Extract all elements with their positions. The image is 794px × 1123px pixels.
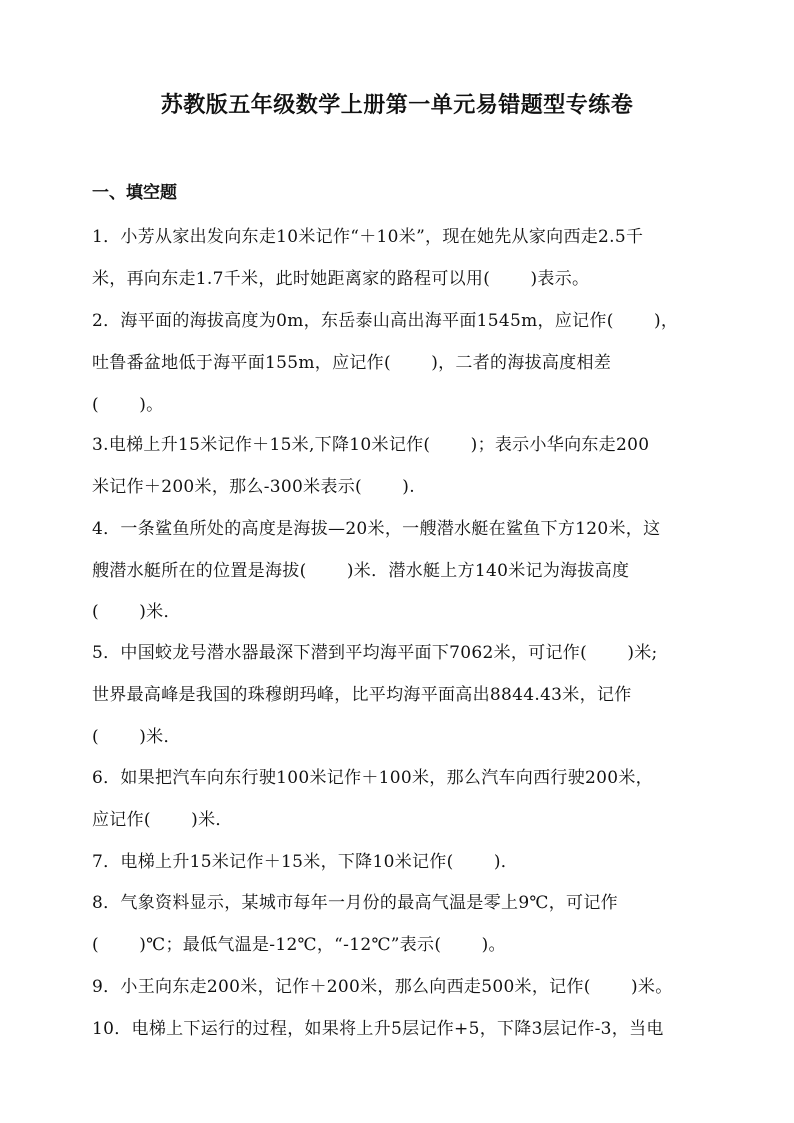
section-heading: 一、填空题 (92, 183, 177, 203)
question-line: 5．中国蛟龙号潜水器最深下潜到平均海平面下7062米，可记作( )米; (92, 643, 658, 663)
question-line: 4．一条鲨鱼所处的高度是海拔—20米，一艘潜水艇在鲨鱼下方120米，这 (92, 519, 661, 539)
question-line: 艘潜水艇所在的位置是海拔( )米．潜水艇上方140米记为海拔高度 (92, 561, 630, 581)
question-line: ( )米． (92, 727, 181, 747)
question-line: 3.电梯上升15米记作＋15米,下降10米记作( )；表示小华向东走200 (92, 435, 650, 455)
question-line: ( )米． (92, 602, 181, 622)
question-line: 世界最高峰是我国的珠穆朗玛峰，比平均海平面高出8844.43米，记作 (92, 685, 632, 705)
question-line: 7．电梯上升15米记作＋15米，下降10米记作( )． (92, 852, 519, 872)
question-line: 8．气象资料显示，某城市每年一月份的最高气温是零上9℃，可记作 (92, 893, 618, 913)
question-line: 10．电梯上下运行的过程，如果将上升5层记作+5，下降3层记作-3，当电 (92, 1019, 664, 1039)
question-line: ( )℃；最低气温是-12℃，“-12℃”表示( )。 (92, 935, 506, 955)
question-line: 米记作＋200米，那么-300米表示( ). (92, 477, 415, 497)
question-line: 2．海平面的海拔高度为0m，东岳泰山高出海平面1545m，应记作( )， (92, 311, 679, 331)
question-line: 吐鲁番盆地低于海平面155m，应记作( )，二者的海拔高度相差 (92, 353, 612, 373)
question-line: 1．小芳从家出发向东走10米记作“＋10米”，现在她先从家向西走2.5千 (92, 227, 644, 247)
question-line: 9．小王向东走200米，记作＋200米，那么向西走500米，记作( )米。 (92, 977, 673, 997)
question-line: 应记作( )米． (92, 810, 233, 830)
page-title: 苏教版五年级数学上册第一单元易错题型专练卷 (160, 92, 634, 118)
question-line: ( )。 (92, 395, 164, 415)
question-line: 米，再向东走1.7千米，此时她距离家的路程可以用( )表示。 (92, 269, 590, 289)
question-line: 6．如果把汽车向东行驶100米记作＋100米，那么汽车向西行驶200米， (92, 768, 653, 788)
